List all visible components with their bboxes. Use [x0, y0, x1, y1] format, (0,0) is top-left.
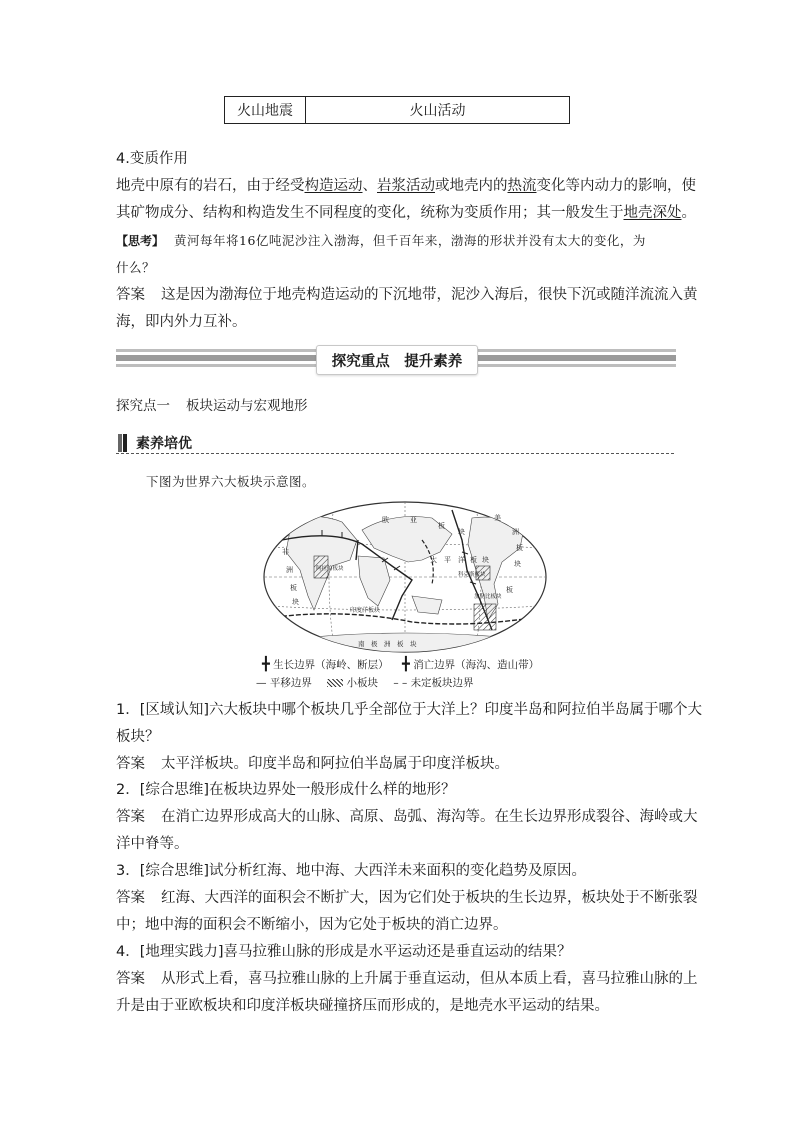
section-divider [116, 453, 674, 454]
think-label: 【思考】 [116, 234, 165, 248]
explore-point-number: 探究点一 [116, 398, 170, 414]
metamorphism-line-1 [116, 176, 696, 196]
legend-small: 小板块 [346, 677, 379, 689]
underlined-term: 岩浆活动 [377, 178, 435, 194]
map-label: 板 [290, 584, 297, 592]
answer-4-cont: 升是由于亚欧板块和印度洋板块碰撞挤压而形成的，是地壳水平运动的结果。 [116, 998, 609, 1014]
explore-point-title: 板块运动与宏观地形 [186, 398, 308, 414]
map-label: 非 [282, 548, 289, 556]
section-quality-training [116, 432, 676, 456]
answer-label: 答案 [116, 809, 145, 825]
map-label: 阿拉伯板块 [316, 566, 344, 572]
bookmark-icon [118, 434, 132, 452]
map-label: 加勒比板块 [474, 594, 502, 600]
answer-2-cont: 洋中脊等。 [116, 836, 189, 852]
grow-boundary-icon: ╋ [262, 657, 270, 672]
map-label: 太 [430, 556, 437, 564]
question-1: 1．[区域认知]六大板块中哪个板块几乎全部位于大洋上？印度半岛和阿拉伯半岛属于哪个大 [116, 702, 703, 718]
map-legend-row-2 [256, 676, 474, 690]
answer-3-cont: 中；地中海的面积会不断缩小，因为它处于板块的消亡边界。 [116, 917, 508, 933]
metamorphism-line-2 [116, 203, 696, 223]
text-span: 。 [681, 205, 696, 221]
section-label: 素养培优 [136, 436, 192, 452]
map-legend-row-1 [262, 658, 539, 672]
table-cell-volcano-earthquake: 火山地震 [225, 97, 306, 123]
answer-text: 在消亡边界形成高大的山脉、高原、岛弧、海沟等。在生长边界形成裂谷、海岭或大 [161, 809, 698, 825]
section-banner [116, 343, 676, 375]
answer-text: 红海、大西洋的面积会不断扩大，因为它们处于板块的生长边界，板块处于不断张裂 [161, 890, 698, 906]
map-label: 洲 [286, 566, 293, 574]
underlined-term: 热流 [507, 178, 537, 194]
answer-4 [116, 969, 698, 989]
map-label: 亚 [410, 516, 417, 524]
answer-3 [116, 888, 698, 908]
answer-1 [116, 754, 509, 774]
consume-boundary-icon: ╋ [402, 657, 410, 672]
answer-label: 答案 [116, 756, 145, 772]
table-cell-volcanic-activity: 火山活动 [409, 103, 466, 119]
legend-grow: 生长边界（海岭、断层） [273, 659, 389, 671]
text-span: 其矿物成分、结构和构造发生不同程度的变化，统称为变质作用；其一般发生于 [116, 205, 624, 221]
map-label: 美 [494, 514, 501, 522]
text-span: 或地壳内的 [435, 178, 508, 194]
world-plates-map [262, 500, 548, 654]
question-4: 4．[地理实践力]喜马拉雅山脉的形成是水平运动还是垂直运动的结果？ [116, 944, 572, 960]
map-label: 板 [506, 586, 513, 594]
think-question: 黄河每年将16亿吨泥沙注入渤海，但千百年来，渤海的形状并没有太大的变化，为 [174, 233, 646, 248]
map-label: 板 [470, 556, 477, 564]
text-span: 变化等内动力的影响，使 [536, 178, 696, 194]
map-label: 板 [438, 522, 445, 530]
text-span: 、 [362, 178, 377, 194]
map-label: 欧 [382, 516, 389, 524]
map-label: 块 [482, 556, 489, 564]
think-line-2: 什么？ [116, 260, 156, 275]
map-label: 洲 [512, 528, 519, 536]
transform-boundary-icon: — [256, 677, 267, 689]
map-label: 洋 [458, 556, 465, 564]
answer-text: 这是因为渤海位于地壳构造运动的下沉地带，泥沙入海后，很快下沉或随洋流流入黄 [161, 287, 698, 303]
underlined-term: 地壳深处 [623, 205, 682, 221]
think-answer-line-2: 海，即内外力互补。 [116, 314, 247, 330]
map-label: 块 [458, 528, 465, 536]
legend-undetermined: 未定板块边界 [410, 677, 474, 689]
map-label: 南 极 洲 板 块 [358, 640, 417, 648]
map-label: 科克斯板块 [458, 572, 486, 578]
banner-title: 探究重点 提升素养 [316, 345, 478, 375]
map-label: 印度洋板块 [350, 607, 381, 614]
answer-label: 答案 [116, 971, 145, 987]
map-label: 块 [514, 560, 521, 568]
underlined-term: 构造运动 [304, 178, 363, 194]
explore-point [116, 396, 308, 416]
legend-consume: 消亡边界（海沟、造山带） [413, 659, 540, 671]
answer-label: 答案 [116, 890, 145, 906]
volcano-table [224, 96, 570, 124]
question-1-cont: 板块？ [116, 729, 160, 745]
question-2: 2．[综合思维]在板块边界处一般形成什么样的地形？ [116, 782, 456, 798]
map-label: 平 [444, 556, 451, 564]
answer-text: 从形式上看，喜马拉雅山脉的上升属于垂直运动，但从本质上看，喜马拉雅山脉的上 [161, 971, 698, 987]
map-label: 板 [516, 544, 523, 552]
legend-transform: 平移边界 [269, 677, 312, 689]
think-line-1 [116, 231, 646, 251]
text-span: 地壳中原有的岩石，由于经受 [116, 178, 305, 194]
question-3: 3．[综合思维]试分析红海、地中海、大西洋未来面积的变化趋势及原因。 [116, 863, 587, 879]
answer-text: 太平洋板块。印度半岛和阿拉伯半岛属于印度洋板块。 [161, 756, 509, 772]
think-answer-line-1 [116, 285, 698, 305]
answer-2 [116, 807, 698, 827]
map-caption: 下图为世界六大板块示意图。 [146, 474, 316, 489]
undetermined-boundary-icon: – – [393, 677, 408, 689]
answer-label: 答案 [116, 287, 145, 303]
small-plate-icon [327, 679, 343, 687]
metamorphism-heading: 4.变质作用 [116, 151, 188, 167]
map-label: 块 [292, 598, 299, 606]
